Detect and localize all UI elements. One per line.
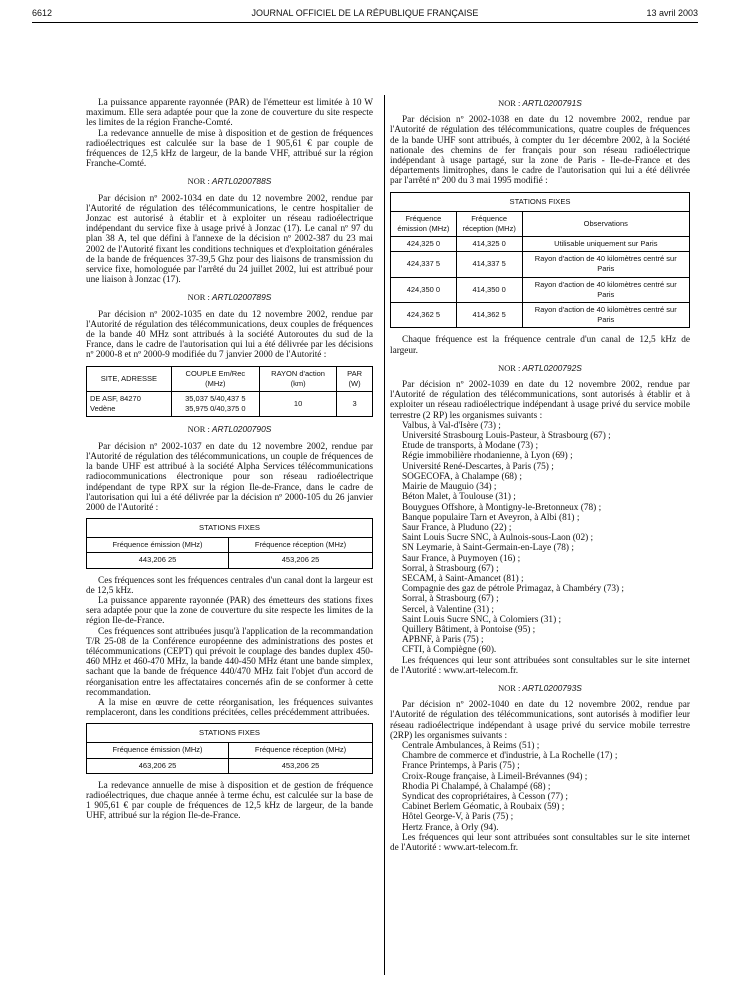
list-item: Rhodia Pi Chalampé, à Chalampé (68) ; xyxy=(402,781,551,792)
list-item: Quillery Bâtiment, à Pontoise (95) ; xyxy=(402,624,536,635)
list-item: Saint Louis Sucre SNC, à Aulnois-sous-Laon (02) ; xyxy=(402,533,594,544)
table-row xyxy=(87,553,373,568)
list-item: SN Leymarie, à Saint-Germain-en-Laye (78) ; xyxy=(402,543,574,554)
table-cell: 463,206 25 xyxy=(87,758,229,773)
paragraph: La puissance apparente rayonnée (PAR) de l'émetteur est limitée à 10 W maximum. Elle sera adaptée pour que la zone de couverture du site respecte les limites de la région Franche-Comté. xyxy=(86,98,373,129)
journal-title: JOURNAL OFFICIEL DE LA RÉPUBLIQUE FRANÇAISE xyxy=(251,8,479,18)
table-header: Fréquence émission (MHz) xyxy=(87,538,229,553)
stations-fixes-table xyxy=(390,192,690,329)
list-item: CFTI, à Compiègne (60). xyxy=(402,645,497,656)
page-header xyxy=(32,8,698,22)
nor-reference: NOR : ARTL0200793S xyxy=(498,682,582,693)
table-header: Observations xyxy=(522,211,689,236)
paragraph: Par décision nº 2002-1035 en date du 12 novembre 2002, rendue par l'Autorité de régulation des télécommunications, deux couples de fréquences de la bande 40 MHz sont attribués à la société Autoroutes du sud de la France, dans le cadre de l'autorisation qui lui a été délivrée par les décisions nº 2000-8 et nº 2000-9 modifiée du 7 janvier 2000 de l'Autorité : xyxy=(86,309,373,361)
table-cell: 414,325 0 xyxy=(456,237,522,252)
list-item: Centrale Ambulances, à Reims (51) ; xyxy=(402,740,540,751)
table-header: COUPLE Em/Rec (MHz) xyxy=(171,366,259,391)
table-row xyxy=(391,303,690,328)
organisation-list xyxy=(390,421,690,656)
list-item: Croix-Rouge française, à Limeil-Brévannes (94) ; xyxy=(402,771,588,782)
list-item: Bouygues Offshore, à Montigny-le-Bretonneux (78) ; xyxy=(402,502,602,513)
list-item: Hôtel George-V, à Paris (75) ; xyxy=(402,812,514,823)
list-item: Hertz France, à Orly (94). xyxy=(402,822,499,833)
paragraph: Ces fréquences sont attribuées jusqu'à l'application de la recommandation T/R 25-08 de la Conférence européenne des administrations des postes et télécommunications (CEPT) qui prévoit le couplage des bandes duplex 450-460 MHz et 460-470 MHz, la bande 440-450 MHz étant une bande simplex, sachant que la bande de fréquence 440/470 MHz fait l'objet d'un accord de réorganisation entre les affectataires concernés afin de se conformer à cette recommandation. xyxy=(86,626,373,698)
paragraph: Les fréquences qui leur sont attribuées sont consultables sur le site internet de l'Autorité : www.art-telecom.fr. xyxy=(390,832,690,853)
list-item: Saur France, à Puymoyen (16) ; xyxy=(402,553,521,564)
table-cell: 424,362 5 xyxy=(391,303,457,328)
paragraph: Les fréquences qui leur sont attribuées sont consultables sur le site internet de l'Autorité : www.art-telecom.fr. xyxy=(390,655,690,676)
list-item: Banque populaire Tarn et Aveyron, à Albi (81) ; xyxy=(402,512,580,523)
stations-fixes-table xyxy=(86,723,373,773)
table-cell: 443,206 25 xyxy=(87,553,229,568)
list-item: Université Strasbourg Louis-Pasteur, à Strasbourg (67) ; xyxy=(402,431,611,442)
table-header: SITE, ADRESSE xyxy=(87,366,172,391)
table-header: RAYON d'action (km) xyxy=(259,366,336,391)
table-cell: 424,325 0 xyxy=(391,237,457,252)
table-cell: Utilisable uniquement sur Paris xyxy=(522,237,689,252)
paragraph: A la mise en œuvre de cette réorganisation, les fréquences suivantes remplaceront, dans les conditions précitées, celles précédemment attribuées. xyxy=(86,697,373,719)
table-cell: Rayon d'action de 40 kilomètres centré sur Paris xyxy=(522,303,689,328)
nor-reference: NOR : ARTL0200790S xyxy=(187,424,272,435)
paragraph: Par décision nº 2002-1037 en date du 12 novembre 2002, rendue par l'Autorité de régulation des télécommunications, un couple de fréquences de la bande UHF est attribué à la société Alpha Services télécommunications radiocommunications électronique pour son réseau radioélectrique indépendant de type RPX sur la région Ile-de-France, dans le cadre de l'autorisation qui lui a été délivrée par la décision nº 2000-105 du 26 janvier 2000 de l'Autorité : xyxy=(86,441,373,513)
table-cell: 453,206 25 xyxy=(229,553,373,568)
table-cell: Rayon d'action de 40 kilomètres centré sur Paris xyxy=(522,252,689,277)
table-header: Fréquence émission (MHz) xyxy=(87,743,229,758)
nor-reference: NOR : ARTL0200792S xyxy=(498,362,582,373)
paragraph: Par décision nº 2002-1034 en date du 12 novembre 2002, rendue par l'Autorité de régulation des télécommunications, le centre hospitalier de Jonzac est autorisé à établir et à exploiter un réseau radioélectrique indépendant du service fixe à usage privé à Jonzac (17). Le canal nº 97 du plan 38 A, tel que défini à l'annexe de la décision nº 2002-387 du 23 mai 2002 de l'Autorité fixant les conditions techniques et d'exploitation générales de la bande de fréquences 37-39,5 Ghz pour des liaisons de transmission du service fixe, homologuée par l'arrêté du 24 juillet 2002, lui est attribué pour une liaison à Jonzac (17). xyxy=(86,193,373,286)
right-column xyxy=(390,98,690,853)
nor-reference: NOR : ARTL0200788S xyxy=(187,176,272,187)
list-item: Béton Malet, à Toulouse (31) ; xyxy=(402,492,516,503)
list-item: SECAM, à Saint-Amancet (81) ; xyxy=(402,573,524,584)
list-item: France Printemps, à Paris (75) ; xyxy=(402,761,520,772)
list-item: Université René-Descartes, à Paris (75) ; xyxy=(402,461,554,472)
list-item: Chambre de commerce et d'industrie, à La Rochelle (17) ; xyxy=(402,751,618,762)
list-item: Mairie de Mauguio (34) ; xyxy=(402,482,497,493)
paragraph: La puissance apparente rayonnée (PAR) des émetteurs des stations fixes sera adaptée pour que la zone de couverture du site respecte les limites de la région Ile-de-France. xyxy=(86,595,373,627)
list-item: Sercel, à Valentine (31) ; xyxy=(402,604,494,615)
paragraph: Ces fréquences sont les fréquences centrales d'un canal dont la largeur est de 12,5 kHz. xyxy=(86,575,373,596)
table-title: STATIONS FIXES xyxy=(87,724,373,743)
nor-reference: NOR : ARTL0200789S xyxy=(187,292,272,303)
table-header: PAR (W) xyxy=(337,366,373,391)
table-title: STATIONS FIXES xyxy=(87,519,373,538)
paragraph: Par décision nº 2002-1038 en date du 12 novembre 2002, rendue par l'Autorité de régulation des télécommunications, quatre couples de fréquences de la bande UHF sont attribués, à compter du 1er décembre 2002, à la Société nationale des chemins de fer français pour son réseau radioélectrique indépendant à usage partagé, sur la zone de Paris - Ile-de-France et des départements limitrophes, dans le cadre de l'autorisation qui lui a été délivrée par l'arrêté nº 200 du 3 mai 1995 modifié : xyxy=(390,115,690,187)
table-row xyxy=(87,758,373,773)
table-cell: 424,350 0 xyxy=(391,277,457,302)
table-cell: 424,337 5 xyxy=(391,252,457,277)
table-cell: 10 xyxy=(259,392,336,417)
list-item: Cabinet Berlem Géomatic, à Roubaix (59) ; xyxy=(402,802,565,813)
stations-fixes-table xyxy=(86,518,373,568)
table-header: Fréquence réception (MHz) xyxy=(229,538,373,553)
paragraph: La redevance annuelle de mise à disposition et de gestion de fréquences radioélectriques est calculée sur la base de 1 905,61 € par couple de fréquences de 12,5 kHz de largeur, de la bande VHF, attribué sur la région Franche-Comté. xyxy=(86,128,373,170)
list-item: Saur France, à Pluduno (22) ; xyxy=(402,522,512,533)
list-item: Syndicat des copropriétaires, à Cesson (77) ; xyxy=(402,791,569,802)
paragraph: Chaque fréquence est la fréquence centrale d'un canal de 12,5 kHz de largeur. xyxy=(390,335,690,356)
list-item: Compagnie des gaz de pétrole Primagaz, à Chambéry (73) ; xyxy=(402,584,625,595)
table-cell: 414,337 5 xyxy=(456,252,522,277)
page-number: 6612 xyxy=(32,8,53,18)
table-row xyxy=(87,392,373,417)
list-item: Saint Louis Sucre SNC, à Colomiers (31) ; xyxy=(402,614,562,625)
left-column xyxy=(86,98,373,822)
publication-date: 13 avril 2003 xyxy=(646,8,698,18)
table-header: Fréquence réception (MHz) xyxy=(456,211,522,236)
table-header: Fréquence émission (MHz) xyxy=(391,211,457,236)
table-row xyxy=(391,237,690,252)
column-divider xyxy=(384,95,385,975)
table-cell: 414,362 5 xyxy=(456,303,522,328)
paragraph: La redevance annuelle de mise à disposition et de gestion de fréquence radioélectriques, due chaque année à terme échu, est calculée sur la base de 1 905,61 € par couple de fréquences de 12,5 kHz de largeur, de la bande UHF, attribué sur la région Ile-de-France. xyxy=(86,780,373,822)
table-row xyxy=(391,277,690,302)
list-item: Etude de transports, à Modane (73) ; xyxy=(402,441,539,452)
list-item: Régie immobilière rhodanienne, à Lyon (69) ; xyxy=(402,451,573,462)
table-cell: 414,350 0 xyxy=(456,277,522,302)
table-cell: 35,037 5/40,437 5 35,975 0/40,375 0 xyxy=(171,392,259,417)
asf-frequency-table xyxy=(86,366,373,418)
table-row xyxy=(391,252,690,277)
organisation-list xyxy=(390,741,690,833)
list-item: Sorral, à Strasbourg (67) ; xyxy=(402,563,499,574)
header-rule xyxy=(32,22,698,23)
table-cell: 453,206 25 xyxy=(229,758,373,773)
list-item: Valbus, à Val-d'Isère (73) ; xyxy=(402,420,501,431)
paragraph: Par décision nº 2002-1039 en date du 12 novembre 2002, rendue par l'Autorité de régulation des télécommunications, sont autorisés à établir et à exploiter un réseau radioélectrique indépendant à usage privé du service mobile terrestre (2 RP) les organismes suivants : xyxy=(390,380,690,421)
list-item: SOGECOFA, à Chalampe (68) ; xyxy=(402,471,522,482)
list-item: Sorral, à Strasbourg (67) ; xyxy=(402,594,499,605)
table-cell: 3 xyxy=(337,392,373,417)
list-item: APBNF, à Paris (75) ; xyxy=(402,635,484,646)
paragraph: Par décision nº 2002-1040 en date du 12 novembre 2002, rendue par l'Autorité de régulation des télécommunications, sont autorisés à modifier leur réseau radioélectrique indépendant à usage privé du service mobile terrestre (2RP) les organismes suivants : xyxy=(390,700,690,741)
table-cell: Rayon d'action de 40 kilomètres centré sur Paris xyxy=(522,277,689,302)
nor-reference: NOR : ARTL0200791S xyxy=(498,98,582,108)
table-title: STATIONS FIXES xyxy=(391,192,690,211)
table-header: Fréquence réception (MHz) xyxy=(229,743,373,758)
table-cell: DE ASF, 84270 Vedène xyxy=(87,392,172,417)
